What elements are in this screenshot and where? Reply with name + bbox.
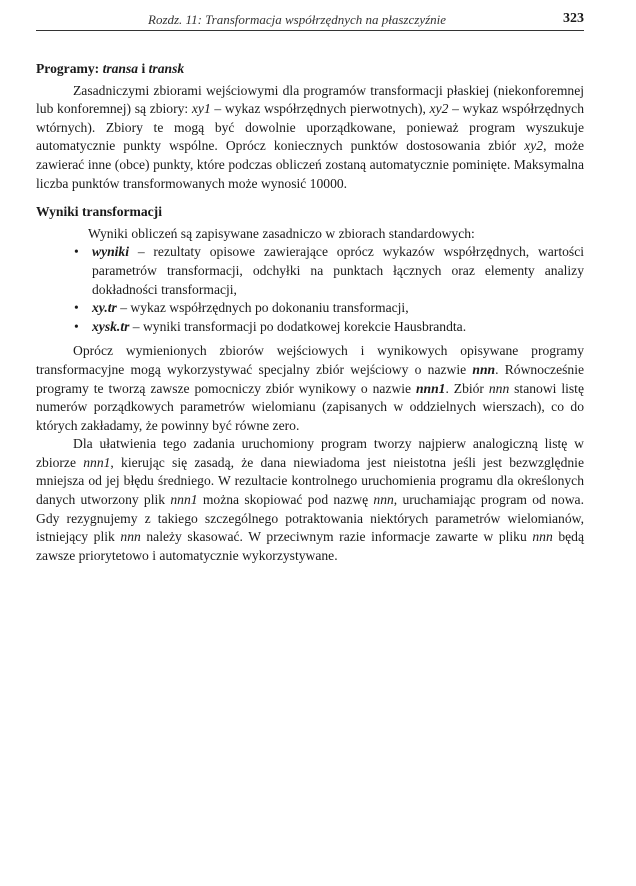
filename-nnn1: nnn1 <box>83 454 111 470</box>
page-number: 323 <box>563 11 584 26</box>
paragraph-procedure <box>36 435 584 565</box>
text-run: – wykaz współrzędnych wtórnych). Zbiory te mogą być dowolnie uporządkowane, ponieważ program wyszukuje automatycznie punkty wspólne. Oprócz koniecznych punktów dostosowania zbiór <box>36 101 585 154</box>
filename-wyniki: wyniki <box>92 244 130 260</box>
filename-nnn: nnn <box>488 380 510 396</box>
page-content <box>36 60 584 565</box>
running-head: Rozdz. 11: Transformacja współrzędnych na płaszczyźnie <box>148 12 447 27</box>
text-run: należy skasować. W przeciwnym razie informacje zawarte w pliku <box>140 529 533 545</box>
heading-and: i <box>138 61 149 76</box>
filename-xy-tr: xy.tr <box>92 300 117 316</box>
text-run: Dla ułatwienia tego zadania uruchomiony program tworzy najpierw analogiczną listę w zbiorze <box>36 436 584 470</box>
list-item-text: – rezultaty opisowe zawierające oprócz wykazów współrzędnych, wartości parametrów transformacji, odchyłki na punktach łącznych oraz elementy analizy dokładności transformacji, <box>92 244 584 297</box>
text-run: Zasadniczymi zbiorami wejściowymi dla programów transformacji płaskiej (niekonforemnej lub konforemnej) są zbiory: <box>36 82 584 117</box>
text-run: – wykaz współrzędnych pierwotnych), <box>210 101 430 117</box>
page-header <box>36 6 584 31</box>
filename-nnn1: nnn1 <box>170 492 198 508</box>
program-name-transa: transa <box>102 61 139 76</box>
bullet-icon: • <box>74 244 79 260</box>
text-run: można skopiować pod nazwę <box>197 492 374 508</box>
program-name-transk: transk <box>148 61 185 76</box>
text-run: . Równocześnie programy te tworzą zawsze pomocniczy zbiór wynikowy o nazwie <box>36 361 584 396</box>
filename-xy2: xy2 <box>524 138 544 154</box>
list-item <box>36 299 584 318</box>
list-item-text: – wykaz współrzędnych po dokonaniu transformacji, <box>116 300 409 316</box>
filename-nnn: nnn <box>472 361 496 377</box>
filename-xy1: xy1 <box>191 101 211 117</box>
filename-nnn: nnn <box>532 529 553 545</box>
filename-nnn1: nnn1 <box>415 380 446 396</box>
list-item <box>36 318 584 337</box>
filename-nnn: nnn <box>373 492 394 508</box>
section-heading-programs <box>36 60 584 79</box>
text-run: , uruchamiając program od nowa. Gdy rezygnujemy z takiego szczególnego potraktowania niektórych parametrów wielomianów, istniejący plik <box>36 492 584 545</box>
heading-prefix: Programy: <box>36 61 103 76</box>
list-item <box>36 243 584 299</box>
text-run: Oprócz wymienionych zbiorów wejściowych i wynikowych opisywane programy transformacyjne mogą wykorzystywać specjalny zbiór wejściowy o nazwie <box>36 343 584 377</box>
text-run: stanowi listę numerów porządkowych parametrów wielomianu (zapisanych w oddzielnych wierszach), co do których zakładamy, że powinny być równe zero. <box>36 380 584 433</box>
list-item-text: – wyniki transformacji po dodatkowej korekcie Hausbrandta. <box>129 318 467 334</box>
section-heading-results: Wyniki transformacji <box>36 204 162 220</box>
paragraph-input-files <box>36 82 584 194</box>
results-file-list <box>36 243 584 336</box>
filename-nnn: nnn <box>120 529 141 545</box>
paragraph-nnn-files <box>36 342 584 435</box>
results-intro: Wyniki obliczeń są zapisywane zasadniczo w zbiorach standardowych: <box>88 225 475 241</box>
filename-xy2: xy2 <box>429 101 449 117</box>
text-run: . Zbiór <box>445 380 489 396</box>
text-run: , kierując się zasadą, że dana niewiadoma jest nieistotna jeśli jest bezwzględnie mniejsza od jej błędu średniego. W rezultacie kontrolnego uruchomienia programu dla określonych danych utworzony plik <box>36 454 584 508</box>
text-run: będą zawsze priorytetowo i automatycznie wykorzystywane. <box>36 529 584 563</box>
text-run: , może zawierać inne (obce) punkty, które podczas obliczeń zostaną automatycznie pominięte. Maksymalna liczba punktów transformowanych może wynosić 10000. <box>36 138 584 191</box>
filename-xysk-tr: xysk.tr <box>92 318 130 334</box>
bullet-icon: • <box>74 300 79 316</box>
bullet-icon: • <box>74 318 79 334</box>
